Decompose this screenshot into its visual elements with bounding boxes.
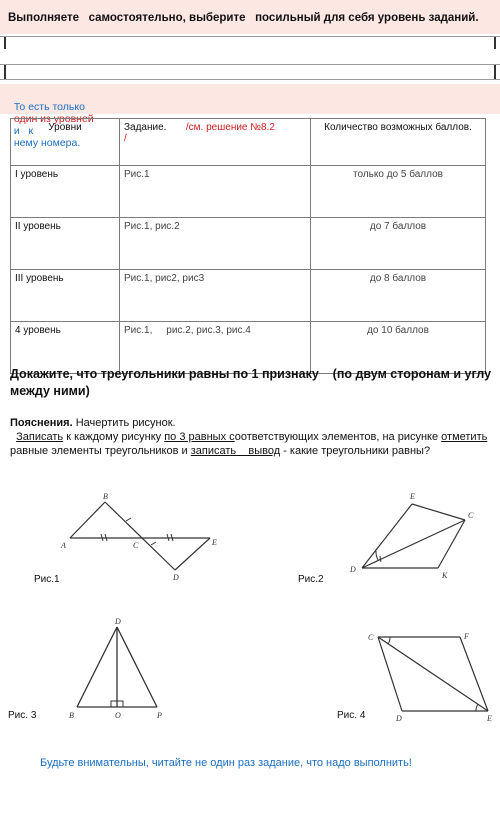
explanation-text5: - какие треугольники равны? — [280, 445, 431, 457]
fig3-point-d: D — [115, 617, 121, 626]
header-task-ref: /см. решение №8.2 — [185, 122, 275, 133]
fig1-point-c: C — [133, 541, 139, 550]
line-tick — [494, 65, 496, 79]
figure-1 — [55, 490, 235, 590]
table-row — [11, 270, 486, 322]
fig3-point-b: B — [69, 711, 74, 720]
top-instruction: Выполняете самостоятельно, выберите посильный для себя уровень заданий. — [8, 12, 479, 24]
table-header-row — [11, 119, 486, 166]
fig2-point-c: C — [468, 511, 474, 520]
fig1-point-a: A — [61, 541, 66, 550]
explanation-write2: записать вывод — [190, 445, 281, 457]
explanation-write: Записать — [16, 431, 64, 443]
fig1-caption: Рис.1 — [34, 574, 60, 585]
fig2-caption: Рис.2 — [298, 574, 324, 585]
cell-level: I уровень — [11, 166, 120, 218]
header-task — [120, 119, 311, 166]
header-task-slash: / — [124, 133, 127, 144]
footer-note: Будьте внимательны, читайте не один раз задание, что надо выполнить! — [40, 757, 412, 769]
fig4-point-d: D — [396, 714, 402, 723]
header-levels: Уровни — [11, 119, 120, 166]
fig3-point-p: P — [157, 711, 162, 720]
table-row — [11, 166, 486, 218]
cell-task: Рис.1, рис.2, рис.3, рис.4 — [120, 322, 311, 374]
header-points: Количество возможных баллов. — [311, 119, 486, 166]
cell-task: Рис.1, рис2, рис3 — [120, 270, 311, 322]
fig2-point-k: K — [442, 571, 448, 580]
divider — [0, 64, 500, 65]
explanation-text2: к каждому рисунку — [63, 431, 165, 443]
figure-2 — [340, 490, 490, 585]
cell-points: до 8 баллов — [311, 270, 486, 322]
fig3-caption: Рис. 3 — [8, 710, 37, 721]
explanation-text4: равные элементы треугольников и — [10, 445, 191, 457]
figure-3 — [65, 615, 185, 725]
cell-points: только до 5 баллов — [311, 166, 486, 218]
cell-points: до 7 баллов — [311, 218, 486, 270]
explanation-text3: оответствующих элементов, на рисунке — [234, 431, 442, 443]
cell-level: III уровень — [11, 270, 120, 322]
fig2-point-d: D — [350, 565, 356, 574]
line-tick — [4, 65, 6, 79]
fig1-point-d: D — [173, 573, 179, 582]
fig3-point-o: O — [115, 711, 121, 720]
divider — [0, 79, 500, 80]
levels-table — [10, 118, 486, 374]
figure-4 — [360, 625, 495, 725]
task-heading: Докажите, что треугольники равны по 1 признаку (по двум сторонам и углу между ними) — [10, 367, 495, 398]
explanation-text1: Начертить рисунок. — [72, 417, 176, 429]
explanation-mark: отметить — [441, 431, 488, 443]
fig2-point-e: E — [410, 492, 415, 501]
cell-level: II уровень — [11, 218, 120, 270]
fig4-point-c: C — [368, 633, 374, 642]
fig1-point-b: B — [103, 492, 108, 501]
level-note-part3: и к — [13, 125, 34, 137]
level-note-part4: нему номера. — [13, 137, 81, 149]
fig4-point-f: F — [464, 632, 469, 641]
explanation — [10, 416, 488, 458]
fig4-caption: Рис. 4 — [337, 710, 366, 721]
explanation-label: Пояснения. — [10, 417, 73, 429]
level-note-part1: То есть только — [13, 101, 85, 113]
level-note-part2: один из уровней — [13, 113, 94, 125]
fig1-point-e: E — [212, 538, 217, 547]
table-row — [11, 218, 486, 270]
cell-task: Рис.1 — [120, 166, 311, 218]
fig4-point-e: E — [487, 714, 492, 723]
header-task-label: Задание. — [124, 122, 167, 133]
explanation-by3: по 3 равных с — [164, 431, 235, 443]
cell-level: 4 уровень — [11, 322, 120, 374]
cell-points: до 10 баллов — [311, 322, 486, 374]
line-tick — [4, 37, 6, 49]
divider — [0, 36, 500, 37]
cell-task: Рис.1, рис.2 — [120, 218, 311, 270]
line-tick — [494, 37, 496, 49]
